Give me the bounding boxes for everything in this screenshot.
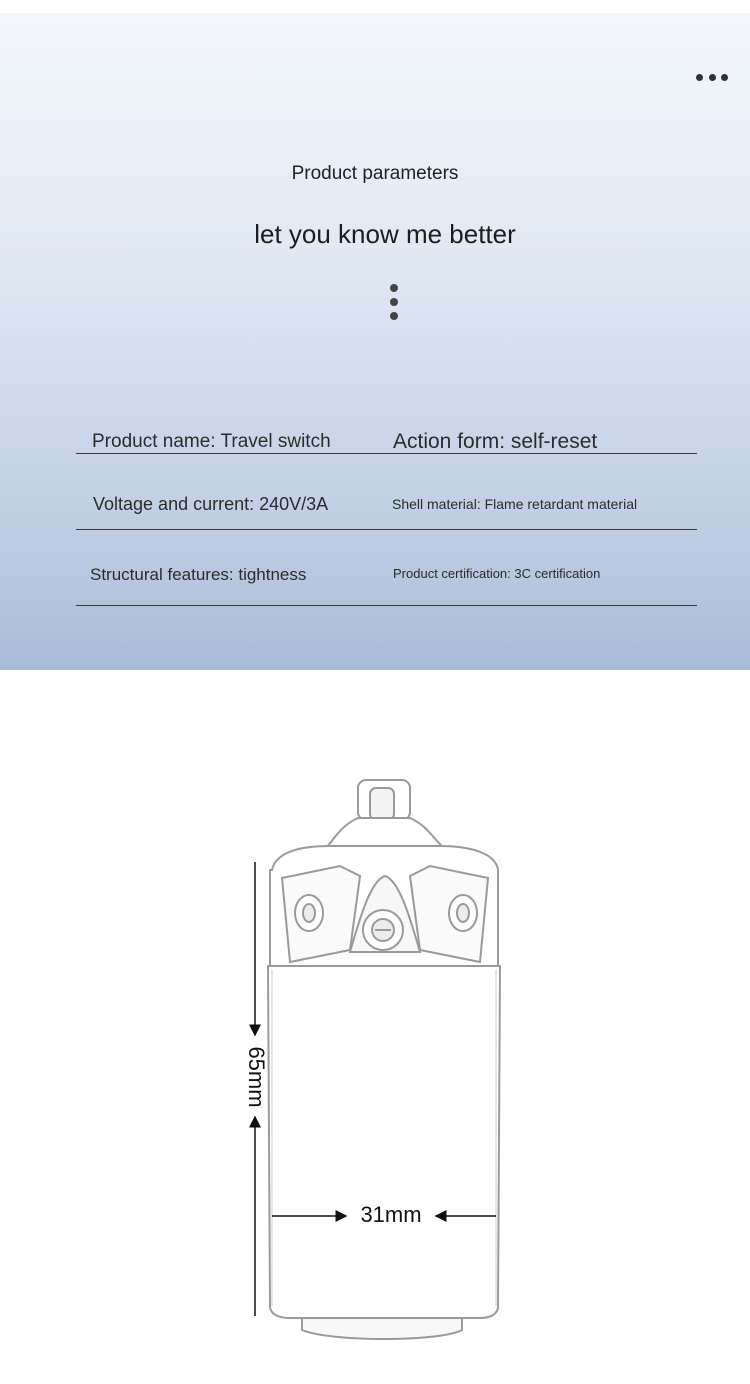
param-voltage-current: Voltage and current: 240V/3A (93, 494, 329, 514)
travel-switch-drawing (0, 670, 750, 1384)
parameter-row (76, 403, 697, 454)
width-label: 31mm (360, 1201, 422, 1227)
parameter-table (76, 403, 697, 606)
section-subtitle: Product parameters (291, 163, 459, 184)
section-title: let you know me better (254, 219, 516, 249)
param-action-form: Action form: self-reset (393, 430, 598, 453)
parameters-banner (0, 13, 750, 670)
more-vertical-icon (389, 284, 399, 320)
param-structural-features: Structural features: tightness (90, 565, 307, 584)
height-label: 65mm (244, 1046, 270, 1108)
parameter-row (76, 454, 697, 530)
switch-body (268, 780, 500, 1339)
product-diagram (0, 670, 750, 1384)
param-shell-material: Shell material: Flame retardant material (392, 496, 638, 512)
more-horizontal-icon[interactable] (696, 72, 728, 82)
parameter-row (76, 530, 697, 606)
height-dimension (244, 862, 269, 1316)
param-certification: Product certification: 3C certification (393, 566, 601, 581)
param-product-name: Product name: Travel switch (92, 431, 331, 452)
top-strip (0, 0, 750, 13)
